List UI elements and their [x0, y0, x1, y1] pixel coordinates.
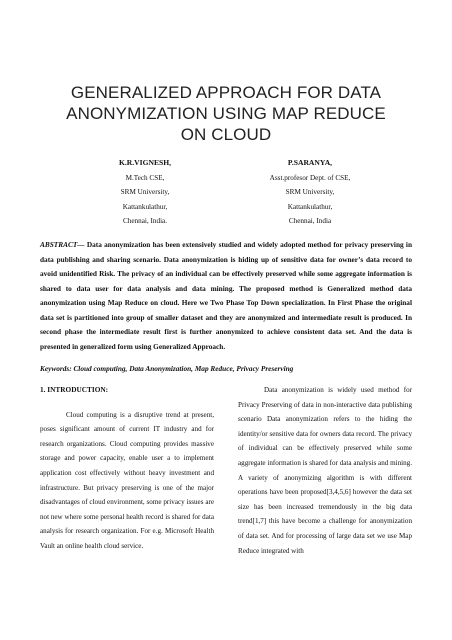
body-paragraph: Cloud computing is a disruptive trend at present, poses significant amount of current IT industry and for research organizations. Cloud computing provides massive storage and power capacity, enable user a to implement application cost effectively without heavy investment and infrastructure. But privacy preserving is one of the major disadvantages of cloud environment, some privacy issues are not new where some personal health record is shared for data analysis for research organization. For e.g. Microsoft Health Vault an online health cloud service. [40, 410, 214, 550]
body-paragraph: Data anonymization is widely used method for Privacy Preserving of data in non-interactive data publishing scenario Data anonymization refers to the hiding the identity/or sensitive data for owners data record. The privacy of individual can be effectively preserved while some aggregate information is shared for data analysis and mining. A variety of anonymizing algorithm is with different operations have been proposed[3,4,5,6] however the data set size has been increased tremendously in the big data trend[1,7] this have become a challenge for anonymization of data set. And for processing of large data set we use Map Reduce integrated with [238, 386, 412, 555]
author-affiliation-line: Kattankulathur, [122, 202, 168, 211]
author-affiliation-line: Kattankulathur, [287, 202, 333, 211]
section-heading: 1. INTRODUCTION: [40, 385, 109, 394]
paper-title [40, 82, 412, 145]
author-block-2 [240, 156, 380, 229]
author-affiliation-line: Chennai, India. [122, 217, 168, 225]
abstract-label: ABSTRACT— [40, 240, 85, 249]
title-line: GENERALIZED APPROACH FOR DATA [70, 83, 382, 102]
author-name: K.R.VIGNESH, [118, 158, 172, 167]
author-affiliation-line: SRM University, [285, 188, 335, 196]
abstract-text: Data anonymization has been extensively studied and widely adopted method for privacy preserving in data publishing and sharing scenario. Data anonymization is hiding up of sensitive data for owner’s data record to avoid unidentified Risk. The privacy of an individual can be effectively preserved while some aggregate information is shared to data user for data analysis and data mining. The proposed method is Generalized method data anonymization using Map Reduce on cloud. Here we Two Phase Top Down specialization. In First Phase the original data set is partitioned into group of smaller dataset and they are anonymized and intermediate result is produced. In second phase the intermediate result first is further anonymized to achieve consistent data set. And the data is presented in generalized form using Generalized Approach. [40, 240, 412, 351]
author-name: P.SARANYA, [287, 158, 333, 167]
author-affiliation-line: M.Tech CSE, [125, 173, 165, 182]
abstract [40, 238, 412, 354]
keywords: Keywords: Cloud computing, Data Anonymization, Map Reduce, Privacy Preserving [40, 364, 294, 373]
left-column [40, 383, 214, 554]
author-affiliation-line: Asst.profesor Dept. of CSE, [269, 173, 351, 182]
title-line: ON CLOUD [180, 125, 272, 144]
author-block-1 [70, 156, 220, 229]
right-column [238, 383, 412, 558]
author-affiliation-line: SRM University, [120, 188, 170, 196]
author-affiliation-line: Chennai, India [288, 217, 332, 225]
title-line: ANONYMIZATION USING MAP REDUCE [66, 104, 386, 123]
